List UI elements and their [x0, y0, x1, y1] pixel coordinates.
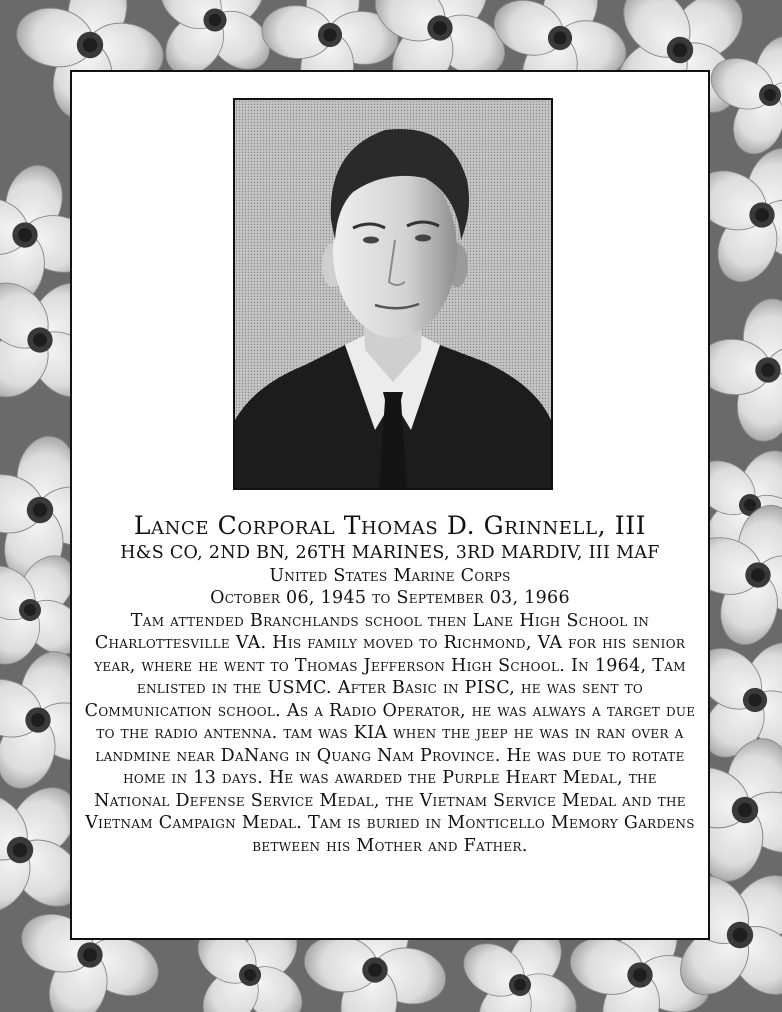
memorial-card [70, 70, 710, 940]
biography: Tam attended Branchlands school then Lane High School in Charlottesville VA. His family moved to Richmond, VA for his senior year, where he went to Thomas Jefferson High School. In 1964, Tam enlisted in the USMC. After Basic in PISC, he was sent to Communication school. As a Radio Operator, he was always a target due to the radio antenna. tam was KIA when the jeep he was in ran over a landmine near DaNang in Quang Nam Province. He was due to rotate home in 13 days. He was awarded the Purple Heart Medal, the National Defense Service Medal, the Vietnam Service Medal and the Vietnam Campaign Medal. Tam is buried in Monticello Memory Gardens between his Mother and Father. [84, 610, 696, 856]
portrait-photo [233, 98, 553, 490]
portrait-illustration [235, 100, 551, 488]
life-dates: October 06, 1945 to September 03, 1966 [210, 588, 570, 608]
service-member-name: Lance Corporal Thomas D. Grinnell, III [133, 511, 647, 540]
branch-line: United States Marine Corps [269, 565, 511, 586]
unit-line: H&S CO, 2ND BN, 26TH MARINES, 3RD MARDIV, III MAF [120, 543, 660, 563]
memorial-text [72, 510, 708, 857]
